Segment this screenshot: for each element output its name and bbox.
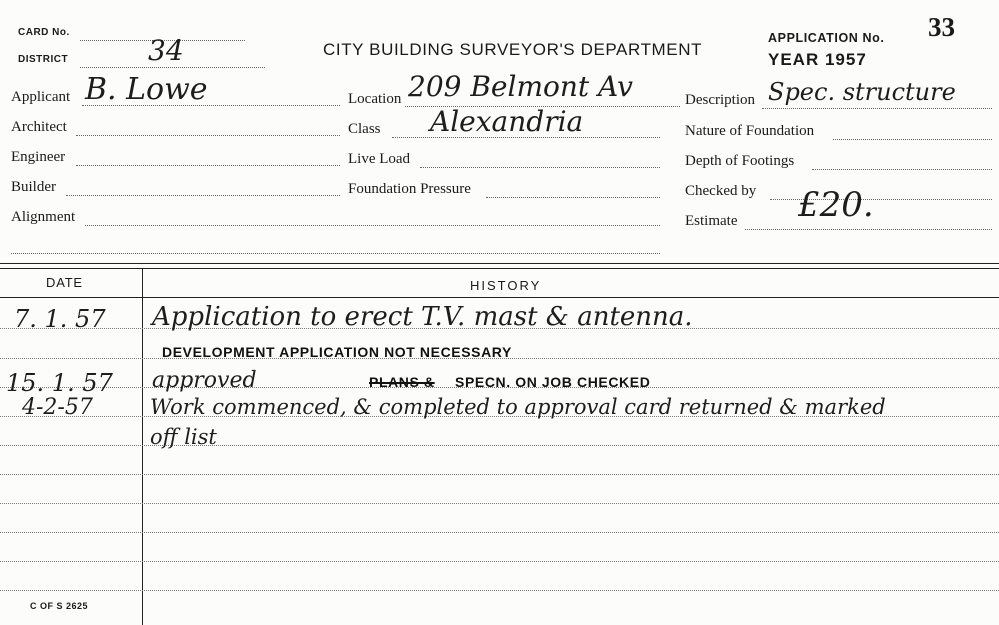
architect-line: [76, 135, 340, 136]
checked-by-label: Checked by: [685, 183, 757, 199]
depth-of-footings-line: [812, 169, 992, 170]
description-label: Description: [685, 92, 755, 108]
estimate-label: Estimate: [685, 213, 738, 229]
table-row: [0, 561, 999, 562]
year-label: YEAR 1957: [768, 50, 867, 69]
alignment-line: [85, 225, 660, 226]
history-date-1: 7. 1. 57: [14, 305, 106, 333]
engineer-label: Engineer: [11, 149, 66, 165]
table-row: [0, 532, 999, 533]
depth-of-footings-label: Depth of Footings: [685, 153, 795, 169]
applicant-value: B. Lowe: [85, 72, 208, 107]
history-date-2: 15. 1. 57: [6, 369, 113, 397]
application-no-label: APPLICATION No.: [768, 31, 885, 45]
architect-label: Architect: [11, 119, 67, 135]
application-no-value: 33: [928, 12, 955, 42]
table-row: [0, 474, 999, 475]
date-column-divider: [142, 268, 143, 625]
history-text-3-cont: off list: [150, 425, 217, 449]
district-value: 34: [148, 34, 184, 67]
history-text-3: Work commenced, & completed to approval card returned & marked: [150, 395, 886, 419]
district-line: [80, 67, 265, 68]
history-typed-1: DEVELOPMENT APPLICATION NOT NECESSARY: [162, 344, 512, 360]
location-value: 209 Belmont Av: [408, 70, 633, 103]
nature-of-foundation-label: Nature of Foundation: [685, 123, 815, 139]
table-header-border: [0, 297, 999, 298]
card-no-label: CARD No.: [18, 27, 70, 38]
live-load-label: Live Load: [348, 151, 411, 167]
history-header: HISTORY: [470, 278, 542, 293]
builder-line: [66, 195, 340, 196]
date-header: DATE: [46, 275, 83, 290]
estimate-value: £20.: [798, 185, 874, 225]
nature-of-foundation-line: [833, 139, 992, 140]
table-row: [0, 503, 999, 504]
description-line: [762, 108, 992, 109]
table-top-border-2: [0, 268, 999, 269]
builder-label: Builder: [11, 179, 56, 195]
alignment-line-2: [11, 253, 660, 254]
description-value: Spec. structure: [768, 78, 956, 106]
history-struck-text: PLANS &: [369, 374, 435, 390]
class-label: Class: [348, 121, 381, 137]
estimate-line: [745, 229, 992, 230]
history-date-3: 4-2-57: [22, 395, 93, 420]
table-row: [0, 590, 999, 591]
alignment-label: Alignment: [11, 209, 76, 225]
engineer-line: [76, 165, 340, 166]
applicant-label: Applicant: [11, 89, 71, 105]
live-load-line: [420, 167, 660, 168]
class-value: Alexandria: [430, 105, 584, 138]
district-label: DISTRICT: [18, 54, 69, 65]
history-text-1: Application to erect T.V. mast & antenna.: [152, 302, 693, 332]
department-title: CITY BUILDING SURVEYOR'S DEPARTMENT: [323, 40, 703, 59]
form-number: C OF S 2625: [30, 601, 89, 611]
history-typed-2: SPECN. ON JOB CHECKED: [455, 374, 651, 390]
location-label: Location: [348, 91, 402, 107]
history-text-2: approved: [152, 368, 257, 393]
foundation-pressure-line: [486, 197, 660, 198]
foundation-pressure-label: Foundation Pressure: [348, 181, 471, 197]
table-top-border: [0, 263, 999, 264]
